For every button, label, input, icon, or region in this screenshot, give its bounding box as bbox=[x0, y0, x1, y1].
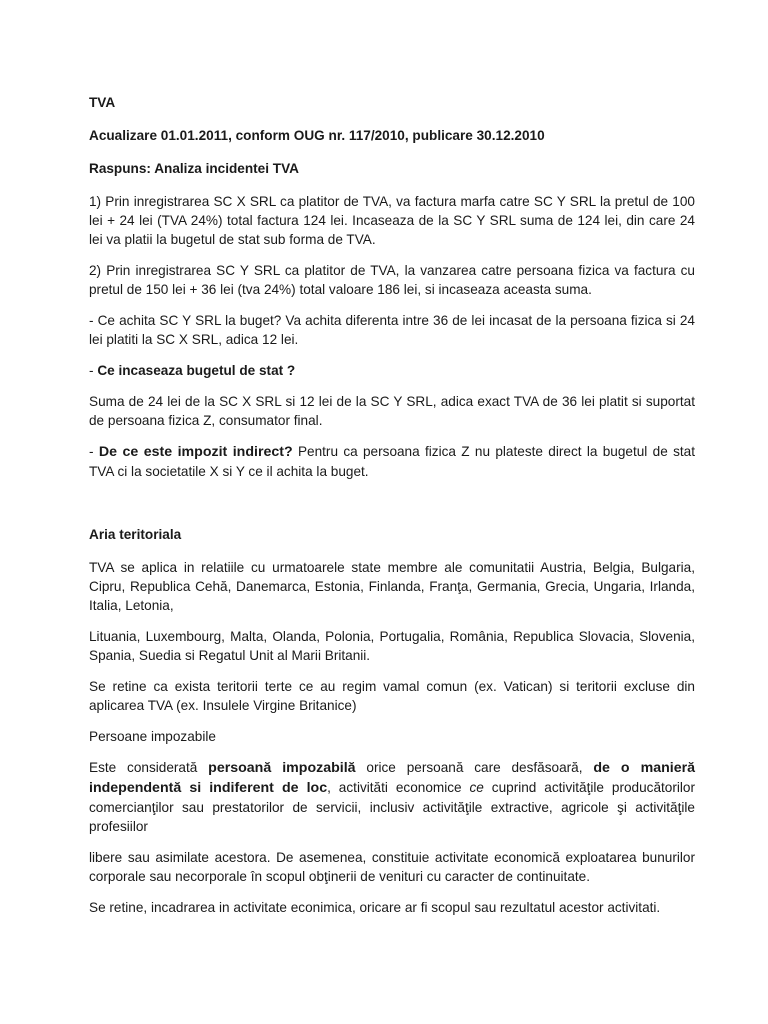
question-indirect-bold: De ce este impozit indirect? bbox=[98, 444, 293, 460]
paragraph-1: 1) Prin inregistrarea SC X SRL ca platitor de TVA, va factura marfa catre SC Y SRL la pretul de 100 lei + 24 lei (TVA 24%) total factura 124 lei. Incaseaza de la SC Y SRL suma de 124 lei, din care 24 lei va platii la bugetul de stat sub forma de TVA. bbox=[89, 194, 695, 247]
section-spacer bbox=[89, 493, 695, 525]
question-prefix: - bbox=[89, 444, 99, 459]
aria-paragraph-2: Lituania, Luxembourg, Malta, Olanda, Polonia, Portugalia, România, Republica Slovacia, Slovenia, Spania, Suedia si Regatul Unit al Marii Britanii. bbox=[89, 629, 695, 663]
question-indirect-rest: Pentru ca persoana fizica Z nu plateste direct la bugetul de stat TVA ci la societatile X si Y ce il achita la buget. bbox=[89, 444, 695, 479]
definition-paragraph-2: libere sau asimilate acestora. De asemenea, constituie activitate economică exploatarea bunurilor corporale sau necorporale în scopul obţinerii de venituri cu caracter de continuitate. bbox=[89, 850, 695, 884]
persoane-heading: Persoane impozabile bbox=[89, 729, 216, 744]
question-indirect bbox=[89, 442, 695, 481]
document-title: TVA bbox=[89, 95, 116, 110]
question-budget-text: Ce incaseaza bugetul de stat ? bbox=[97, 363, 296, 378]
paragraph-4: Suma de 24 lei de la SC X SRL si 12 lei de la SC Y SRL, adica exact TVA de 36 lei platit si suportat de persoana fizica Z, consumator final. bbox=[89, 394, 695, 428]
definition-text-4: cuprind activităţile producătorilor comercianţilor sau prestatorilor de servicii, inclusiv activităţile extractive, agricole şi activităţile profesiilor bbox=[89, 780, 696, 834]
paragraph-2: 2) Prin inregistrarea SC Y SRL ca platitor de TVA, la vanzarea catre persoana fizica va factura cu pretul de 150 lei + 36 lei (tva 24%) total valoare 186 lei, si incaseaza aceasta suma. bbox=[89, 263, 695, 297]
answer-heading: Raspuns: Analiza incidentei TVA bbox=[89, 161, 299, 176]
paragraph-3: - Ce achita SC Y SRL la buget? Va achita diferenta intre 36 de lei incasat de la persoana fizica si 24 lei platiti la SC X SRL, adica 12 lei. bbox=[89, 313, 695, 347]
definition-text-1: Este considerată bbox=[89, 760, 209, 775]
aria-paragraph-3: Se retine ca exista teritorii terte ce au regim vamal comun (ex. Vatican) si teritorii excluse din aplicarea TVA (ex. Insulele Virgine Britanice) bbox=[89, 679, 695, 713]
definition-bold-phrase: de o manieră independentă si indiferent de loc bbox=[89, 760, 695, 796]
question-prefix: - bbox=[89, 363, 98, 378]
definition-italic-word: ce bbox=[469, 780, 484, 795]
update-line: Acualizare 01.01.2011, conform OUG nr. 117/2010, publicare 30.12.2010 bbox=[89, 128, 545, 143]
question-budget bbox=[89, 361, 695, 380]
definition-text-3: , activităti economice bbox=[327, 780, 470, 795]
final-paragraph: Se retine, incadrarea in activitate econimica, oricare ar fi scopul sau rezultatul acestor activitati. bbox=[89, 900, 661, 915]
definition-bold-term: persoană impozabilă bbox=[208, 760, 356, 776]
aria-paragraph-1: TVA se aplica in relatiile cu urmatoarele state membre ale comunitatii Austria, Belgia, Bulgaria, Cipru, Republica Cehă, Danemarca, Estonia, Finlanda, Franţa, Germania, Grecia, Ungaria, Irlanda, Italia, Letonia, bbox=[89, 560, 695, 613]
document-body bbox=[89, 93, 695, 929]
definition-paragraph bbox=[89, 758, 695, 836]
definition-text-2: orice persoană care desfăsoară, bbox=[355, 760, 594, 775]
aria-heading: Aria teritoriala bbox=[89, 527, 182, 542]
